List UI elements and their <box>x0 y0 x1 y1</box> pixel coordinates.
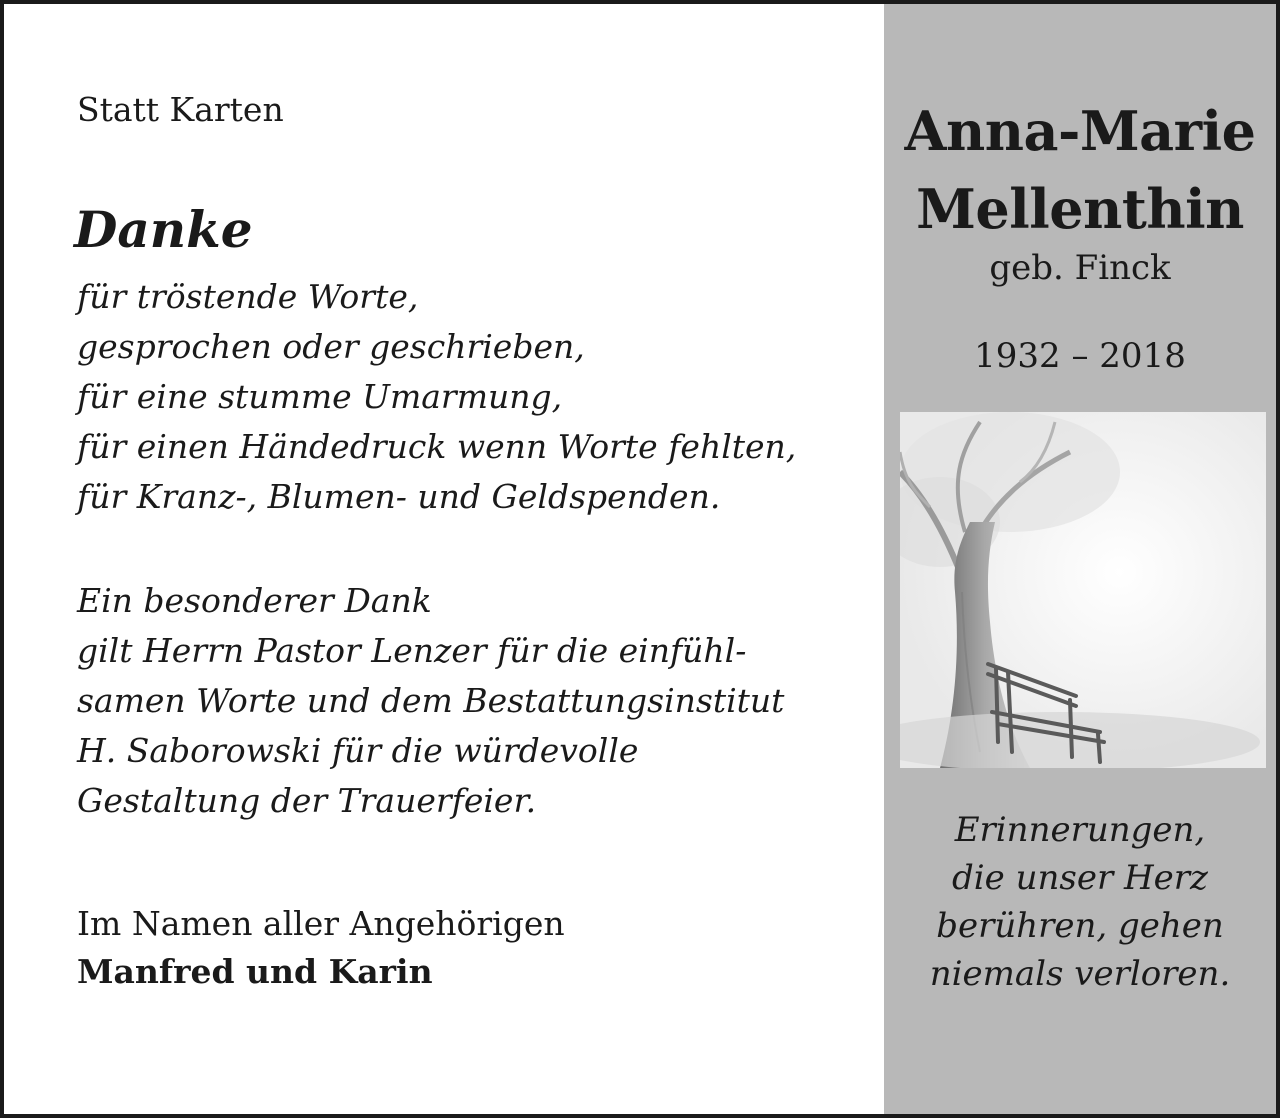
special-thanks-line: samen Worte und dem Bestattungsinstitut <box>77 681 785 720</box>
deceased-name <box>884 92 1276 248</box>
life-years: 1932 – 2018 <box>974 336 1186 376</box>
closing-line: Im Namen aller Angehörigen <box>77 904 565 943</box>
quote-line: Erinnerungen, <box>954 810 1206 850</box>
thanks-title: Danke <box>74 200 253 259</box>
header-text: Statt Karten <box>77 90 284 129</box>
thanks-text <box>77 272 796 522</box>
thanks-line: für eine stumme Umarmung, <box>77 377 563 416</box>
quote-line: die unser Herz <box>952 858 1208 898</box>
special-thanks-line: Gestaltung der Trauerfeier. <box>77 781 537 820</box>
thanks-line: gesprochen oder geschrieben, <box>77 327 585 366</box>
signatories: Manfred und Karin <box>77 952 433 991</box>
special-thanks-text <box>77 576 784 826</box>
thanks-line: für tröstende Worte, <box>77 277 419 316</box>
thanks-line: für Kranz-, Blumen- und Geldspenden. <box>77 477 721 516</box>
special-thanks-line: H. Saborowski für die würdevolle <box>77 731 639 770</box>
thanks-column <box>4 4 884 1114</box>
memorial-sidebar <box>884 4 1276 1114</box>
maiden-name: geb. Finck <box>989 248 1171 288</box>
last-name: Mellenthin <box>916 177 1244 241</box>
memorial-quote <box>884 806 1276 998</box>
tree-bench-illustration <box>900 412 1266 768</box>
closing-block <box>77 900 565 996</box>
thanks-line: für einen Händedruck wenn Worte fehlten, <box>77 427 797 466</box>
special-thanks-line: gilt Herrn Pastor Lenzer für die einfühl- <box>77 631 747 670</box>
first-name: Anna-Marie <box>904 99 1256 163</box>
quote-line: niemals verloren. <box>929 954 1231 994</box>
special-thanks-line: Ein besonderer Dank <box>77 581 432 620</box>
quote-line: berühren, gehen <box>936 906 1224 946</box>
